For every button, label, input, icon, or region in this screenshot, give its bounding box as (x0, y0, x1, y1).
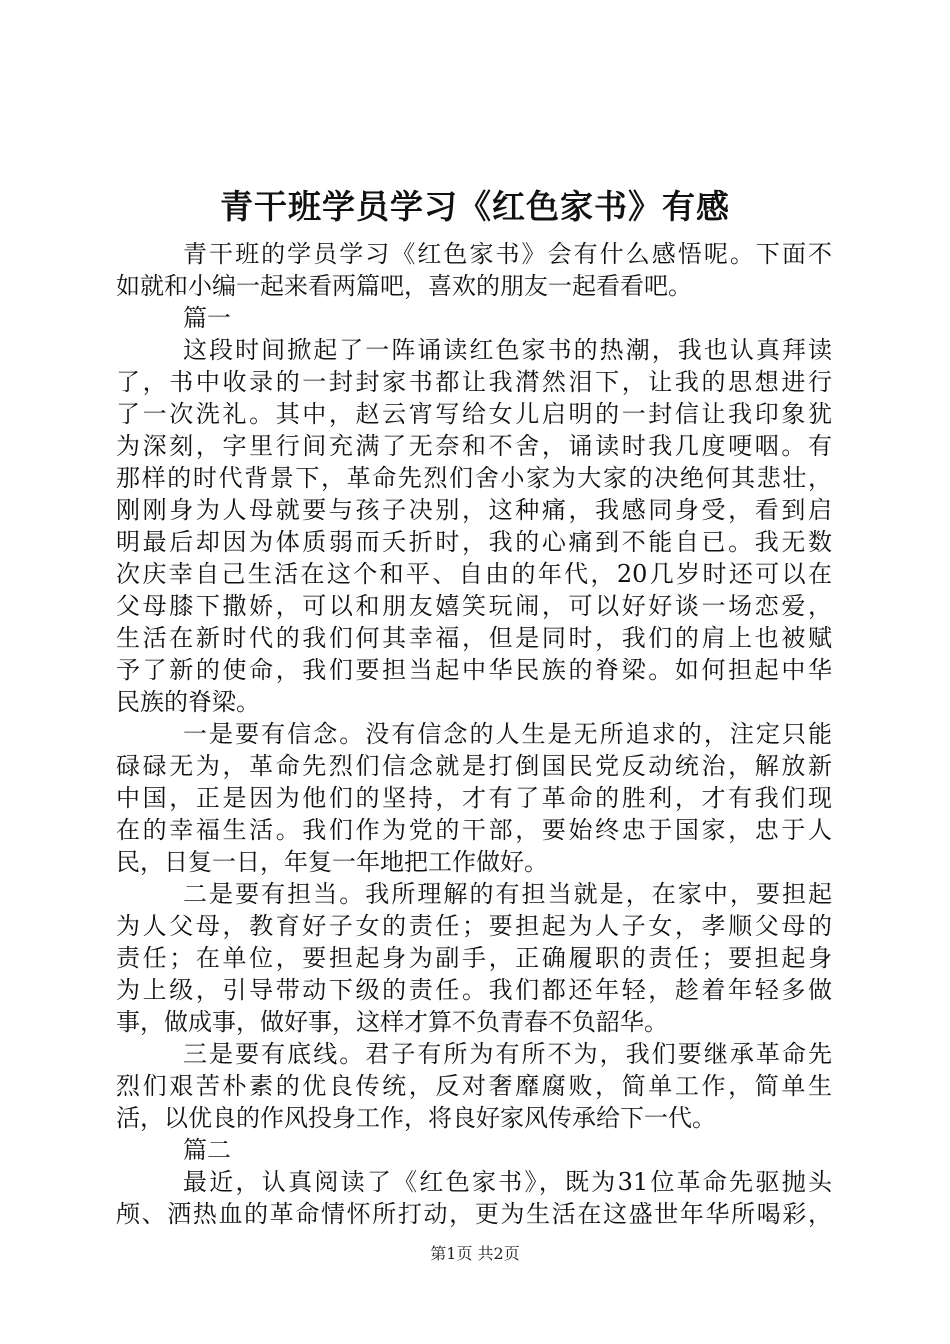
document-body (116, 238, 832, 1230)
text-line: 烈们艰苦朴素的优良传统，反对奢靡腐败，简单工作，简单生 (116, 1072, 832, 1100)
text-line: 父母膝下撒娇，可以和朋友嬉笑玩闹，可以好好谈一场恋爱， (116, 592, 832, 620)
text-line: 青干班的学员学习《红色家书》会有什么感悟呢。下面不 (183, 240, 832, 268)
text-line: 明最后却因为体质弱而夭折时，我的心痛到不能自已。我无数 (116, 528, 832, 556)
text-line: 为人父母，教育好子女的责任；要担起为人子女，孝顺父母的 (116, 912, 832, 940)
text-line: 责任；在单位，要担起身为副手，正确履职的责任；要担起身 (116, 944, 832, 972)
text-line: 那样的时代背景下，革命先烈们舍小家为大家的决绝何其悲壮， (116, 464, 832, 492)
text-line: 篇一 (183, 304, 231, 332)
text-line: 了，书中收录的一封封家书都让我潸然泪下，让我的思想进行 (116, 368, 832, 396)
text-line: 事，做成事，做好事，这样才算不负青春不负韶华。 (116, 1008, 668, 1036)
text-line: 民族的脊梁。 (116, 688, 260, 716)
text-line: 篇二 (183, 1136, 231, 1164)
text-line: 活，以优良的作风投身工作，将良好家风传承给下一代。 (116, 1104, 716, 1132)
text-line: 在的幸福生活。我们作为党的干部，要始终忠于国家，忠于人 (116, 816, 832, 844)
text-line: 三是要有底线。君子有所为有所不为，我们要继承革命先 (183, 1040, 832, 1068)
text-line: 刚刚身为人母就要与孩子决别，这种痛，我感同身受，看到启 (116, 496, 832, 524)
text-line: 这段时间掀起了一阵诵读红色家书的热潮，我也认真拜读 (183, 336, 832, 364)
document-title: 青干班学员学习《红色家书》有感 (220, 187, 730, 226)
text-line: 次庆幸自己生活在这个和平、自由的年代，20几岁时还可以在 (116, 560, 832, 588)
text-line: 生活在新时代的我们何其幸福，但是同时，我们的肩上也被赋 (116, 624, 832, 652)
text-line: 了一次洗礼。其中，赵云宵写给女儿启明的一封信让我印象犹 (116, 400, 832, 428)
text-line: 如就和小编一起来看两篇吧，喜欢的朋友一起看看吧。 (116, 272, 692, 300)
text-line: 颅、洒热血的革命情怀所打动，更为生活在这盛世年华所喝彩， (116, 1200, 832, 1228)
text-line: 最近，认真阅读了《红色家书》，既为31位革命先驱抛头 (183, 1168, 832, 1196)
text-line: 二是要有担当。我所理解的有担当就是，在家中，要担起 (183, 880, 832, 908)
page-footer: 第1页 共2页 (430, 1244, 520, 1263)
text-line: 为上级，引导带动下级的责任。我们都还年轻，趁着年轻多做 (116, 976, 832, 1004)
text-line: 予了新的使命，我们要担当起中华民族的脊梁。如何担起中华 (116, 656, 832, 684)
text-line: 碌碌无为，革命先烈们信念就是打倒国民党反动统治，解放新 (116, 752, 832, 780)
text-line: 民，日复一日，年复一年地把工作做好。 (116, 848, 548, 876)
text-line: 一是要有信念。没有信念的人生是无所追求的，注定只能 (183, 720, 832, 748)
text-line: 中国，正是因为他们的坚持，才有了革命的胜利，才有我们现 (116, 784, 832, 812)
text-line: 为深刻，字里行间充满了无奈和不舍，诵读时我几度哽咽。有 (116, 432, 832, 460)
